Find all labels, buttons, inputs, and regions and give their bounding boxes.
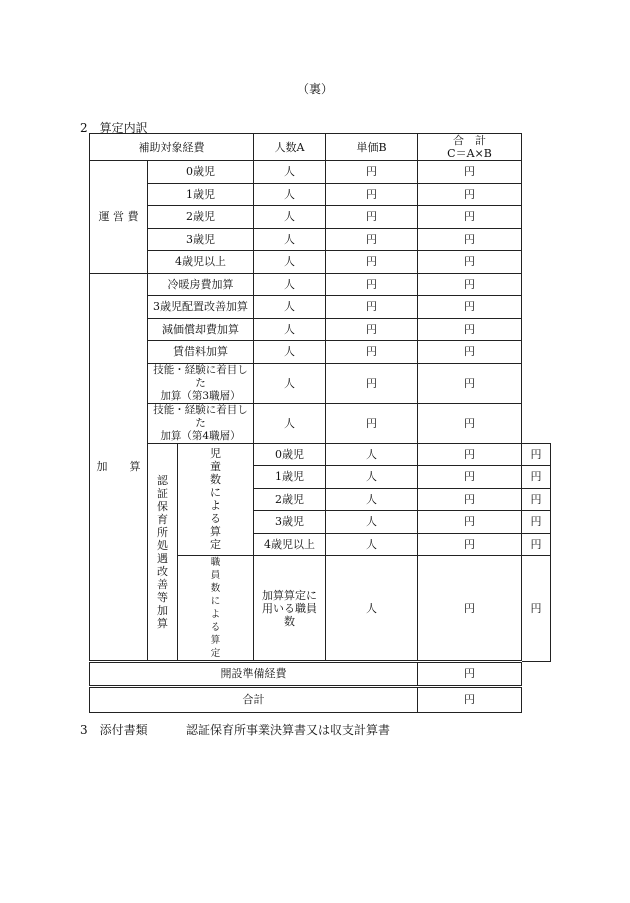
by-children-label: 児 童 数 に よ る 算 定 bbox=[178, 443, 254, 556]
unit-price-cell: 円 bbox=[326, 228, 418, 251]
total-cell: 円 bbox=[522, 488, 551, 511]
table-header-row bbox=[90, 134, 551, 161]
row-label: 冷暖房費加算 bbox=[148, 273, 254, 296]
table-row bbox=[90, 251, 551, 274]
persons-cell: 人 bbox=[254, 341, 326, 364]
total-cell: 円 bbox=[418, 318, 522, 341]
table-row bbox=[90, 443, 551, 466]
header-persons: 人数A bbox=[254, 134, 326, 161]
table-row bbox=[90, 363, 551, 403]
header-total bbox=[418, 134, 522, 161]
opening-prep-row bbox=[90, 662, 551, 687]
staff-count-label: 加算算定に用いる職員数 bbox=[254, 556, 326, 662]
attachments-text: 認証保育所事業決算書又は収支計算書 bbox=[186, 723, 391, 737]
table-row bbox=[90, 403, 551, 443]
unit-price-cell: 円 bbox=[326, 363, 418, 403]
treatment-improvement-label: 認 証 保 育 所 処 遇 改 善 等 加 算 bbox=[148, 443, 178, 662]
row-label-line1: 技能・経験に着目した bbox=[153, 363, 248, 389]
row-label: 賃借料加算 bbox=[148, 341, 254, 364]
row-label: 1歳児 bbox=[254, 466, 326, 489]
persons-cell: 人 bbox=[254, 363, 326, 403]
total-cell: 円 bbox=[418, 403, 522, 443]
row-label: 3歳児 bbox=[148, 228, 254, 251]
table-row bbox=[90, 183, 551, 206]
total-cell: 円 bbox=[418, 206, 522, 229]
total-cell: 円 bbox=[522, 466, 551, 489]
unit-price-cell: 円 bbox=[418, 533, 522, 556]
operating-label: 運 営 費 bbox=[90, 161, 148, 274]
total-cell: 円 bbox=[418, 686, 522, 712]
unit-price-cell: 円 bbox=[326, 251, 418, 274]
total-cell: 円 bbox=[522, 556, 551, 662]
by-staff-label: 職 員 数 に よ る 算 定 bbox=[178, 556, 254, 662]
row-label: 1歳児 bbox=[148, 183, 254, 206]
total-cell: 円 bbox=[418, 296, 522, 319]
grand-total-row bbox=[90, 686, 551, 712]
unit-price-cell: 円 bbox=[326, 318, 418, 341]
persons-cell: 人 bbox=[254, 403, 326, 443]
header-unit-price: 単価B bbox=[326, 134, 418, 161]
total-cell: 円 bbox=[418, 183, 522, 206]
row-label: 減価償却費加算 bbox=[148, 318, 254, 341]
table-row bbox=[90, 296, 551, 319]
unit-price-cell: 円 bbox=[418, 556, 522, 662]
persons-cell: 人 bbox=[326, 556, 418, 662]
persons-cell: 人 bbox=[326, 443, 418, 466]
unit-price-cell: 円 bbox=[326, 161, 418, 184]
persons-cell: 人 bbox=[326, 488, 418, 511]
table-row bbox=[90, 273, 551, 296]
persons-cell: 人 bbox=[254, 251, 326, 274]
unit-price-cell: 円 bbox=[418, 466, 522, 489]
total-cell: 円 bbox=[522, 511, 551, 534]
total-cell: 円 bbox=[418, 273, 522, 296]
total-cell: 円 bbox=[418, 228, 522, 251]
row-label: 0歳児 bbox=[148, 161, 254, 184]
row-label bbox=[148, 403, 254, 443]
row-label: 0歳児 bbox=[254, 443, 326, 466]
persons-cell: 人 bbox=[254, 228, 326, 251]
persons-cell: 人 bbox=[254, 206, 326, 229]
row-label-line2: 加算（第4職層） bbox=[160, 429, 241, 442]
persons-cell: 人 bbox=[326, 466, 418, 489]
table-row bbox=[90, 161, 551, 184]
unit-price-cell: 円 bbox=[326, 341, 418, 364]
persons-cell: 人 bbox=[254, 161, 326, 184]
unit-price-cell: 円 bbox=[326, 296, 418, 319]
section-heading: 2 算定内訳 bbox=[80, 121, 148, 135]
unit-price-cell: 円 bbox=[326, 403, 418, 443]
persons-cell: 人 bbox=[326, 511, 418, 534]
row-label: 2歳児 bbox=[148, 206, 254, 229]
total-cell: 円 bbox=[418, 251, 522, 274]
header-total-line2: C＝A×B bbox=[447, 147, 492, 160]
total-cell: 円 bbox=[418, 662, 522, 687]
unit-price-cell: 円 bbox=[326, 273, 418, 296]
row-label bbox=[148, 363, 254, 403]
persons-cell: 人 bbox=[254, 183, 326, 206]
persons-cell: 人 bbox=[254, 318, 326, 341]
row-label-line2: 加算（第3職層） bbox=[160, 389, 241, 402]
row-label: 4歳児以上 bbox=[254, 533, 326, 556]
row-label: 2歳児 bbox=[254, 488, 326, 511]
unit-price-cell: 円 bbox=[418, 443, 522, 466]
calculation-table bbox=[89, 133, 551, 713]
unit-price-cell: 円 bbox=[418, 488, 522, 511]
persons-cell: 人 bbox=[326, 533, 418, 556]
header-total-line1: 合 計 bbox=[453, 134, 486, 147]
opening-prep-label: 開設準備経費 bbox=[90, 662, 418, 687]
total-cell: 円 bbox=[418, 363, 522, 403]
persons-cell: 人 bbox=[254, 273, 326, 296]
row-label-line1: 技能・経験に着目した bbox=[153, 403, 248, 429]
row-label: 3歳児 bbox=[254, 511, 326, 534]
row-label: 4歳児以上 bbox=[148, 251, 254, 274]
total-cell: 円 bbox=[418, 341, 522, 364]
page-header: （裏） bbox=[296, 82, 333, 96]
unit-price-cell: 円 bbox=[418, 511, 522, 534]
table-row bbox=[90, 318, 551, 341]
grand-total-label: 合計 bbox=[90, 686, 418, 712]
header-expense: 補助対象経費 bbox=[90, 134, 254, 161]
total-cell: 円 bbox=[522, 443, 551, 466]
unit-price-cell: 円 bbox=[326, 183, 418, 206]
additional-label: 加 算 bbox=[90, 273, 148, 662]
persons-cell: 人 bbox=[254, 296, 326, 319]
table-row bbox=[90, 341, 551, 364]
total-cell: 円 bbox=[418, 161, 522, 184]
table-row bbox=[90, 206, 551, 229]
total-cell: 円 bbox=[522, 533, 551, 556]
row-label: 3歳児配置改善加算 bbox=[148, 296, 254, 319]
table-row bbox=[90, 228, 551, 251]
unit-price-cell: 円 bbox=[326, 206, 418, 229]
attachments-heading: 3 添付書類 bbox=[80, 723, 148, 737]
